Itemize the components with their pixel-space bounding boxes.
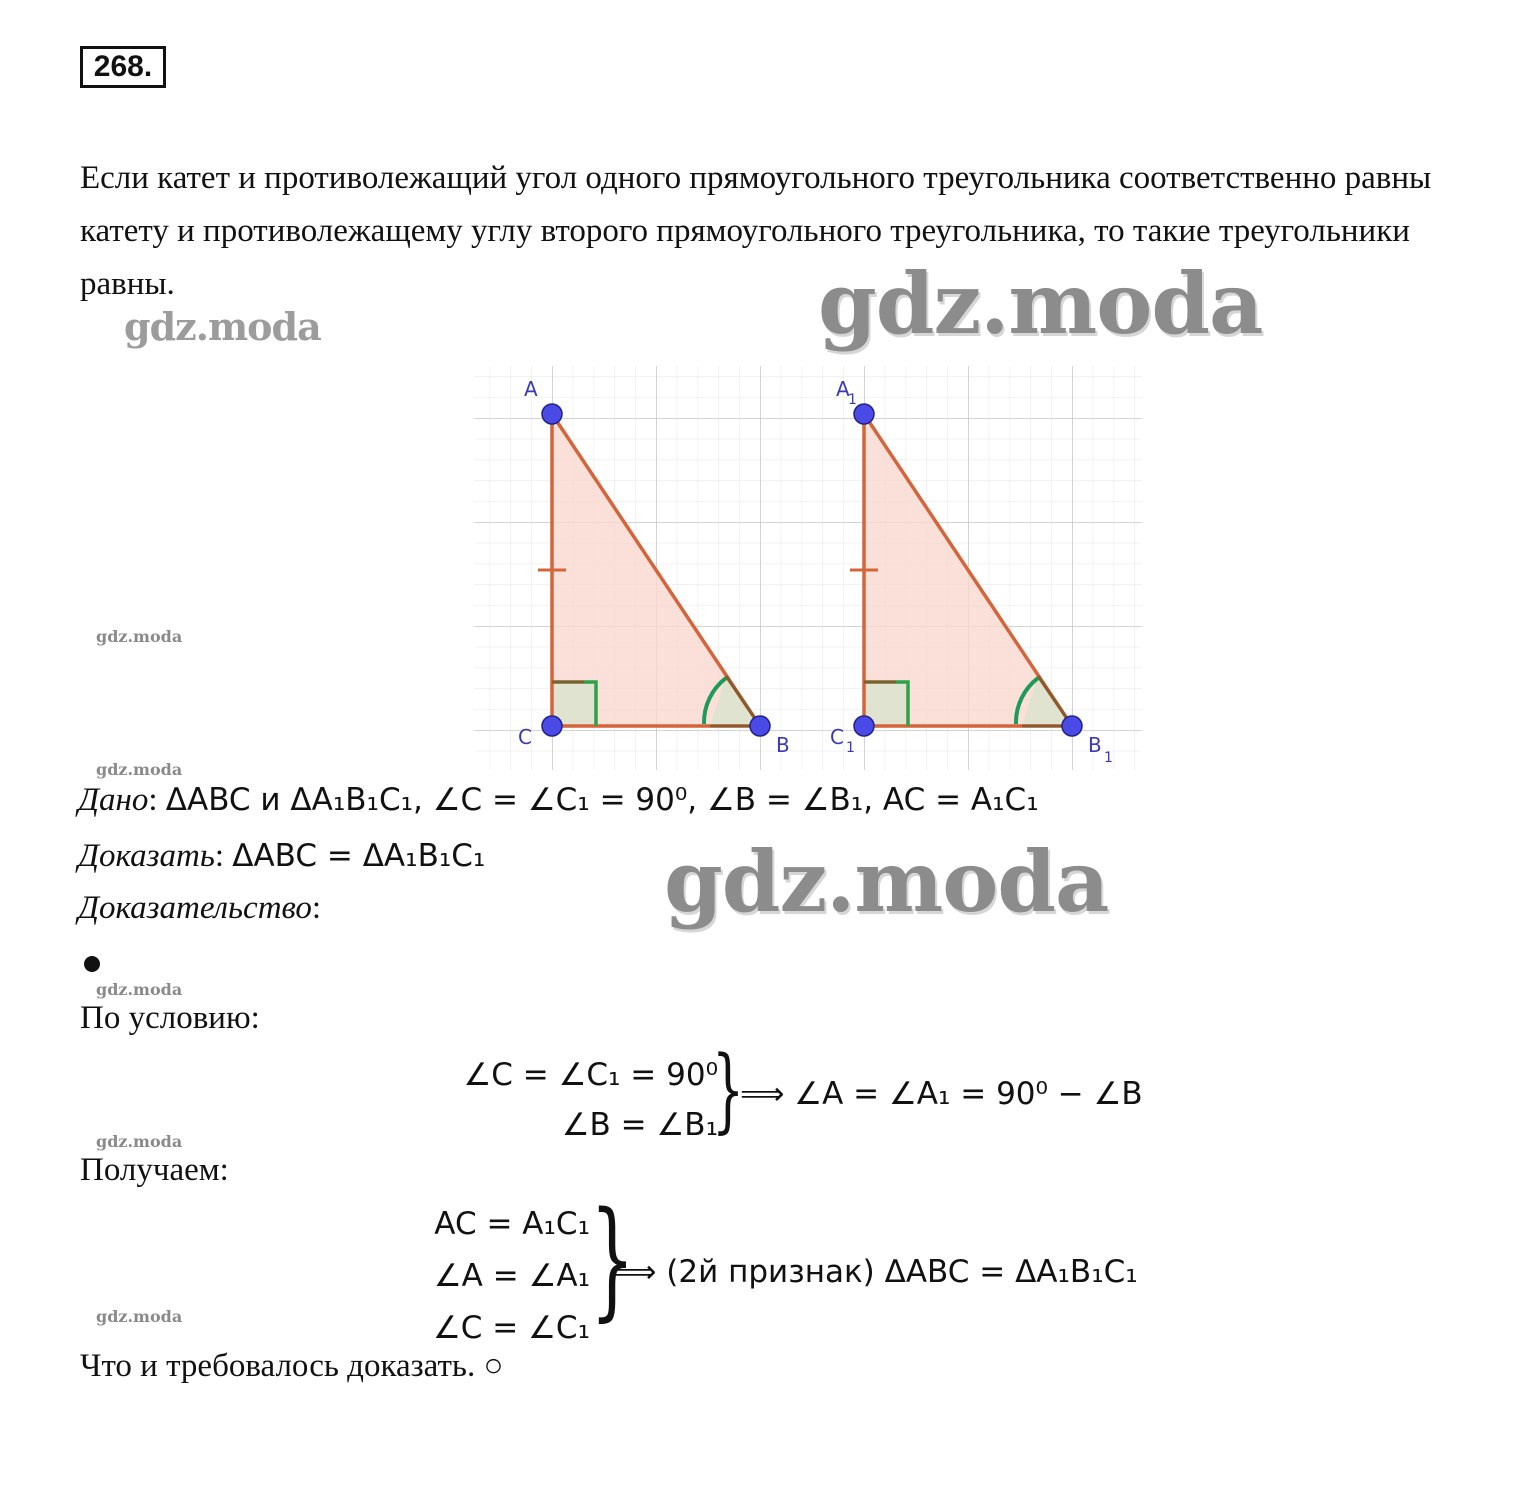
prove-text: ΔABC = ΔA₁B₁C₁ [232, 838, 486, 874]
label-c1-sub: 1 [846, 740, 855, 756]
problem-number: 268. [80, 46, 166, 88]
bullet [84, 956, 100, 972]
point-a [542, 404, 562, 424]
label-b1: B [1088, 733, 1102, 757]
system1-brace: } [712, 1036, 745, 1143]
label-a: A [524, 377, 538, 401]
watermark: gdz.moda [818, 254, 1263, 353]
point-c1 [854, 716, 874, 736]
by-condition-text: По условию: [80, 1000, 260, 1036]
watermark: gdz.moda [124, 304, 321, 349]
system2-lines [380, 1198, 590, 1354]
system1-result: ⟹ ∠A = ∠A₁ = 90⁰ − ∠B [740, 1076, 1143, 1112]
point-a1 [854, 404, 874, 424]
point-b1 [1062, 716, 1082, 736]
watermark: gdz.moda [96, 1307, 183, 1326]
point-b [750, 716, 770, 736]
given-label: Дано [78, 782, 149, 818]
point-c [542, 716, 562, 736]
label-b: B [776, 733, 790, 757]
watermark: gdz.moda [96, 627, 183, 646]
prove-label: Доказать [78, 838, 215, 874]
proof-label: Доказательство [78, 890, 312, 926]
conclusion-text: Что и требовалось доказать. ○ [80, 1348, 504, 1384]
system1-line: ∠B = ∠B₁ [561, 1107, 718, 1143]
system2-line: AC = A₁C₁ [434, 1206, 590, 1242]
given-line: Дано: ΔABC и ΔA₁B₁C₁, ∠C = ∠C₁ = 90⁰, ∠B = ∠B₁, AC = A₁C₁ [78, 782, 1039, 818]
system2-brace: } [590, 1185, 635, 1334]
system1-line: ∠C = ∠C₁ = 90⁰ [463, 1057, 718, 1093]
we-get-text: Получаем: [80, 1152, 229, 1188]
label-c1: C [830, 725, 844, 749]
label-c: C [518, 725, 532, 749]
system1-lines [400, 1050, 718, 1150]
prove-line: Доказать: ΔABC = ΔA₁B₁C₁ [78, 838, 486, 874]
label-b1-sub: 1 [1104, 750, 1113, 766]
watermark: gdz.moda [96, 980, 183, 999]
triangles-figure [474, 366, 1142, 770]
system2-line: ∠A = ∠A₁ [433, 1258, 590, 1294]
given-text: ΔABC и ΔA₁B₁C₁, ∠C = ∠C₁ = 90⁰, ∠B = ∠B₁, AC = A₁C₁ [165, 782, 1039, 818]
proof-line: Доказательство: [78, 890, 322, 926]
problem-statement: Если катет и противолежащий угол одного прямоугольного треугольника соответственно равны катету и противолежащему углу второго прямоугольного треугольника, то такие треугольники равны. [80, 160, 1432, 302]
watermark: gdz.moda [96, 760, 183, 779]
label-a1-sub: 1 [848, 392, 857, 408]
system2-result: ⟹ (2й признак) ΔABC = ΔA₁B₁C₁ [612, 1254, 1138, 1290]
watermark: gdz.moda [96, 1132, 183, 1151]
watermark: gdz.moda [664, 832, 1109, 931]
system2-line: ∠C = ∠C₁ [433, 1310, 590, 1346]
label-a1: A [836, 377, 850, 401]
